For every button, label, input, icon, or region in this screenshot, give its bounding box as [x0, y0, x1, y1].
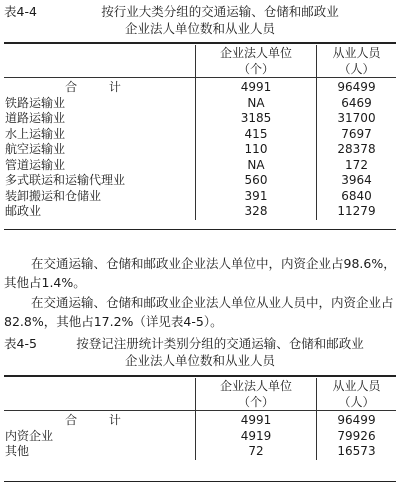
table1-header-units-unit: （个）: [237, 62, 274, 76]
table2-row-persons: 96499: [317, 411, 397, 429]
table2-header-units-label: 企业法人单位: [219, 379, 292, 393]
table1-row-label: 航空运输业: [5, 142, 66, 156]
paragraph-1: 在交通运输、仓储和邮政业企业法人单位中，内资企业占98.6%，其他占1.4%。: [4, 256, 396, 290]
table1-row-persons: 172: [317, 158, 397, 174]
table2-caption: [4, 335, 396, 369]
table1-row-units: 110: [196, 142, 317, 158]
table1-number: 表4-4: [4, 4, 37, 19]
table1-row-label: 管道运输业: [5, 157, 66, 172]
table1-header-blank: [4, 45, 196, 78]
table1-row-persons: 6469: [317, 96, 397, 112]
table1-row-label: 道路运输业: [5, 111, 66, 125]
table2-bottom-rule: [4, 481, 396, 482]
table1-caption: [4, 3, 396, 37]
table1-header-persons: [317, 45, 397, 78]
table2-number: 表4-5: [4, 336, 37, 351]
table1-row-label: 多式联运和运输代理业: [5, 173, 126, 187]
table1-row-persons: 6840: [317, 189, 397, 205]
table1-total-row: [4, 78, 396, 96]
table2: [4, 378, 396, 460]
table1-row-units: 328: [196, 204, 317, 220]
table1-row-label: 邮政业: [5, 204, 42, 218]
table1-header-persons-label: 从业人员: [332, 46, 381, 60]
table1-row-persons: 11279: [317, 204, 397, 220]
table1-row-persons: 3964: [317, 173, 397, 189]
table2-title-line2: 企业法人单位数和从业人员: [124, 353, 275, 368]
table2-row-units: 4919: [196, 429, 317, 445]
table1-row-units: 560: [196, 173, 317, 189]
table1-top-rule: [4, 42, 396, 44]
table2-row: [4, 429, 396, 445]
table1-row-label: 铁路运输业: [5, 95, 66, 110]
table1-row-persons: 28378: [317, 142, 397, 158]
table1-row-units: 4991: [196, 78, 317, 96]
table1-row-units: NA: [196, 158, 317, 174]
table2-row-persons: 79926: [317, 429, 397, 445]
table1-row: [4, 111, 396, 127]
table2-top-rule: [4, 375, 396, 377]
table1-header-units-label: 企业法人单位: [219, 46, 292, 60]
table1-row-label: 水上运输业: [5, 126, 66, 141]
table2-header-persons-unit: （人）: [338, 395, 375, 409]
table2-row-label: 合 计: [65, 413, 135, 427]
table1-row-persons: 31700: [317, 111, 397, 127]
table1-row: [4, 142, 396, 158]
table1-row: [4, 127, 396, 143]
table1-title-line2: 企业法人单位数和从业人员: [124, 21, 275, 36]
table2-row-label: 内资企业: [5, 428, 54, 443]
table1-row: [4, 189, 396, 205]
table1-row-label: 合 计: [65, 80, 135, 94]
table1-row-persons: 7697: [317, 127, 397, 143]
table1-title-line1: 按行业大类分组的交通运输、仓储和邮政业: [101, 4, 339, 19]
table2-total-row: [4, 411, 396, 429]
table2-header-units: [196, 378, 317, 411]
table1-row: [4, 173, 396, 189]
table2-row: [4, 444, 396, 460]
table1-row-units: NA: [196, 96, 317, 112]
table2-header-row: [4, 378, 396, 411]
table2-row-units: 72: [196, 444, 317, 460]
table1-row-units: 415: [196, 127, 317, 143]
table1-header-row: [4, 45, 396, 78]
table1-row: [4, 96, 396, 112]
table2-row-units: 4991: [196, 411, 317, 429]
table2-title-line1: 按登记注册统计类别分组的交通运输、仓储和邮政业: [76, 336, 364, 351]
table2-header-persons-label: 从业人员: [332, 379, 381, 393]
table1-row-units: 391: [196, 189, 317, 205]
table1-row: [4, 158, 396, 174]
table2-header-units-unit: （个）: [237, 395, 274, 409]
table1-row-persons: 96499: [317, 78, 397, 96]
table2-row-persons: 16573: [317, 444, 397, 460]
table1: [4, 45, 396, 220]
table1-row-units: 3185: [196, 111, 317, 127]
table1-header-units: [196, 45, 317, 78]
table2-header-blank: [4, 378, 196, 411]
table2-row-label: 其他: [5, 444, 30, 458]
table1-header-persons-unit: （人）: [338, 62, 375, 76]
table1-bottom-rule: [4, 229, 396, 230]
table1-row-label: 装卸搬运和仓储业: [5, 188, 102, 203]
table1-row: [4, 204, 396, 220]
table2-header-persons: [317, 378, 397, 411]
paragraph-2: 在交通运输、仓储和邮政业企业法人单位从业人员中，内资企业占82.8%，其他占17.2%（详见表4-5）。: [4, 295, 394, 329]
